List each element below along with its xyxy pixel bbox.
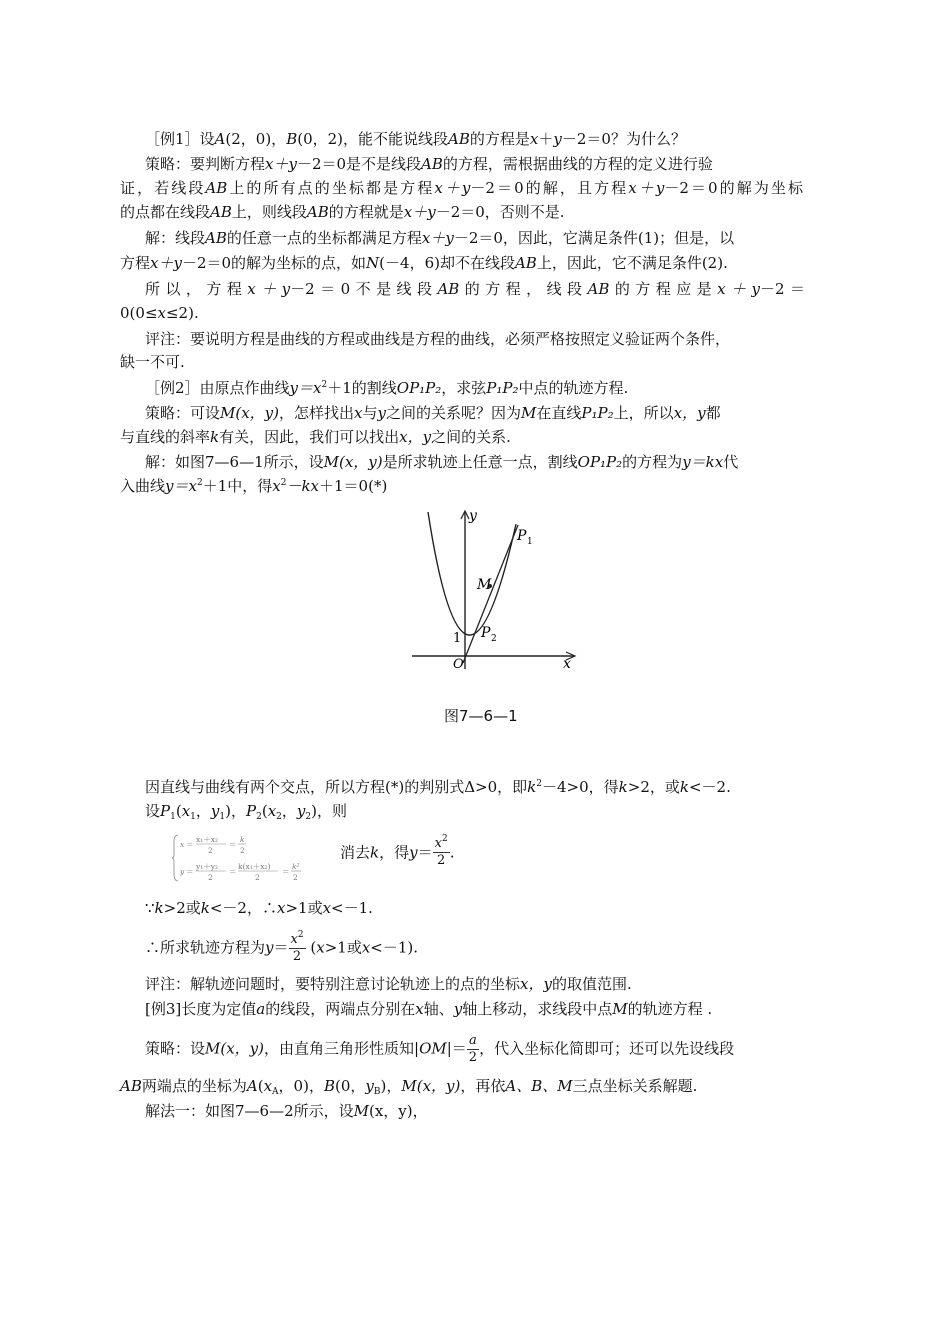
example1-conclusion-line1: 所以，方程x＋y－2＝0不是线段AB的方程，线段AB的方程应是x＋y－2＝	[145, 280, 805, 298]
parabola-curve	[428, 512, 516, 635]
svg-text:y: y	[180, 867, 185, 876]
example1-question: ［例1］设A(2，0)，B(0，2)，能不能说线段AB的方程是x＋y－2＝0？为什么？	[145, 130, 686, 148]
example2-strategy-line2: 与直线的斜率k有关，因此，我们可以找出x，y之间的关系.	[120, 428, 511, 446]
example1-conclusion-line2: 0(0≤x≤2).	[120, 304, 199, 322]
label-p1-sub: 1	[527, 537, 533, 547]
example1-strategy-line1: 策略：要判断方程x＋y－2＝0是不是线段AB的方程，需根据曲线的方程的定义进行验	[145, 155, 713, 173]
label-one: 1	[453, 631, 462, 646]
system-row-x	[180, 835, 246, 855]
example2-since: ∵k>2或k<－2，∴x>1或x<－1.	[145, 899, 373, 917]
midpoint-equation-system	[172, 832, 337, 884]
label-p2-sub: 2	[491, 634, 497, 644]
example3-strategy-line1: 策略：设M(x，y)，由直角三角形性质知|OM|＝ $\frac{a}{2}$ ，代入坐标化简即可；还可以先设线段	[145, 1033, 735, 1065]
example2-question: ［例2］由原点作曲线$y=x^2+1$的割线OP₁P₂，求弦P₁P₂中点的轨迹方程.	[145, 379, 629, 397]
example3-question: [例3]长度为定值a的线段，两端点分别在x轴、y轴上移动，求线段中点M的轨迹方程 .	[145, 1000, 713, 1018]
svg-text:2: 2	[208, 846, 213, 855]
example2-let-points: 设$P_1(x_1$，$y_1$)，$P_2(x_2$，$y_2$)，则	[145, 802, 347, 822]
example1-solution-line1: 解：线段AB的任意一点的坐标都满足方程x＋y－2＝0，因此，它满足条件(1)；但是，以	[145, 229, 735, 247]
example2-solution-line1: 解：如图7—6—1所示，设M(x，y)是所求轨迹上任意一点，割线OP₁P₂的方程为y＝kx代	[145, 453, 739, 471]
label-p2: P	[481, 625, 491, 641]
svg-text:x₁＋x₂: x₁＋x₂	[196, 835, 218, 844]
label-m: M	[477, 577, 492, 593]
label-y: y	[469, 508, 477, 524]
svg-text:2: 2	[208, 873, 213, 882]
svg-text:＝: ＝	[186, 867, 194, 876]
example1-comment-line1: 评注：要说明方程是曲线的方程或曲线是方程的曲线，必须严格按照定义验证两个条件，	[145, 330, 731, 348]
example3-solution-start: 解法一：如图7—6—2所示，设M(x，y)，	[145, 1102, 428, 1120]
parabola-secant-figure	[410, 507, 582, 672]
svg-text:＝: ＝	[186, 840, 194, 849]
example1-solution-line2: 方程x＋y－2＝0的解为坐标的点，如N(－4，6)却不在线段AB上，因此，它不满足条件(2).	[120, 254, 728, 272]
system-brace	[172, 835, 178, 881]
label-x: x	[563, 656, 571, 672]
svg-text:＝: ＝	[282, 867, 290, 876]
svg-text:2: 2	[240, 846, 245, 855]
example3-strategy-line2: AB两端点的坐标为$A(x_A$，0)，B(0，$y_B$)，M(x，y)，再依A、B、M三点坐标关系解题.	[120, 1077, 698, 1097]
label-origin: O	[453, 657, 464, 672]
svg-text:k(x₁＋x₂): k(x₁＋x₂)	[238, 862, 271, 871]
example2-answer: ∴所求轨迹方程为y＝ $\frac{x^2}{2}$ (x>1或x<－1).	[145, 930, 419, 964]
example1-comment-line2: 缺一不可.	[120, 353, 185, 371]
svg-text:＝: ＝	[229, 867, 237, 876]
svg-text:＝: ＝	[229, 840, 237, 849]
label-p1: P	[517, 528, 527, 544]
svg-text:2: 2	[293, 873, 298, 882]
example1-strategy-line3: 的点都在线段AB上，则线段AB的方程就是x＋y－2＝0，否则不是.	[120, 203, 565, 221]
system-row-y	[179, 862, 301, 882]
example2-comment: 评注：解轨迹问题时，要特别注意讨论轨迹上的点的坐标x，y的取值范围.	[145, 975, 632, 993]
figure-caption: 图7—6—1	[444, 707, 518, 725]
svg-text:k²: k²	[292, 862, 300, 871]
example2-strategy-line1: 策略：可设M(x，y)，怎样找出x与y之间的关系呢？因为M在直线P₁P₂上，所以x，y都	[145, 404, 721, 422]
figure-axes	[412, 511, 575, 669]
example2-eliminate-k: 消去k，得y＝ $\frac{x^2}{2}$ .	[340, 834, 455, 868]
example1-strategy-line2: 证，若线段AB上的所有点的坐标都是方程x＋y－2＝0的解，且方程x＋y－2＝0的解为坐标	[120, 179, 803, 197]
example2-discriminant: 因直线与曲线有两个交点，所以方程(*)的判别式Δ>0，即$k^2-4>0$，得k>2，或k<－2.	[145, 778, 731, 796]
svg-text:y₁＋y₂: y₁＋y₂	[196, 862, 218, 871]
svg-text:k: k	[240, 835, 245, 844]
svg-text:x: x	[180, 840, 185, 849]
svg-text:2: 2	[255, 873, 260, 882]
example2-solution-line2: 入曲线$y=x^2+1$中，得$x^2-kx+1=0(*)$	[120, 477, 388, 495]
